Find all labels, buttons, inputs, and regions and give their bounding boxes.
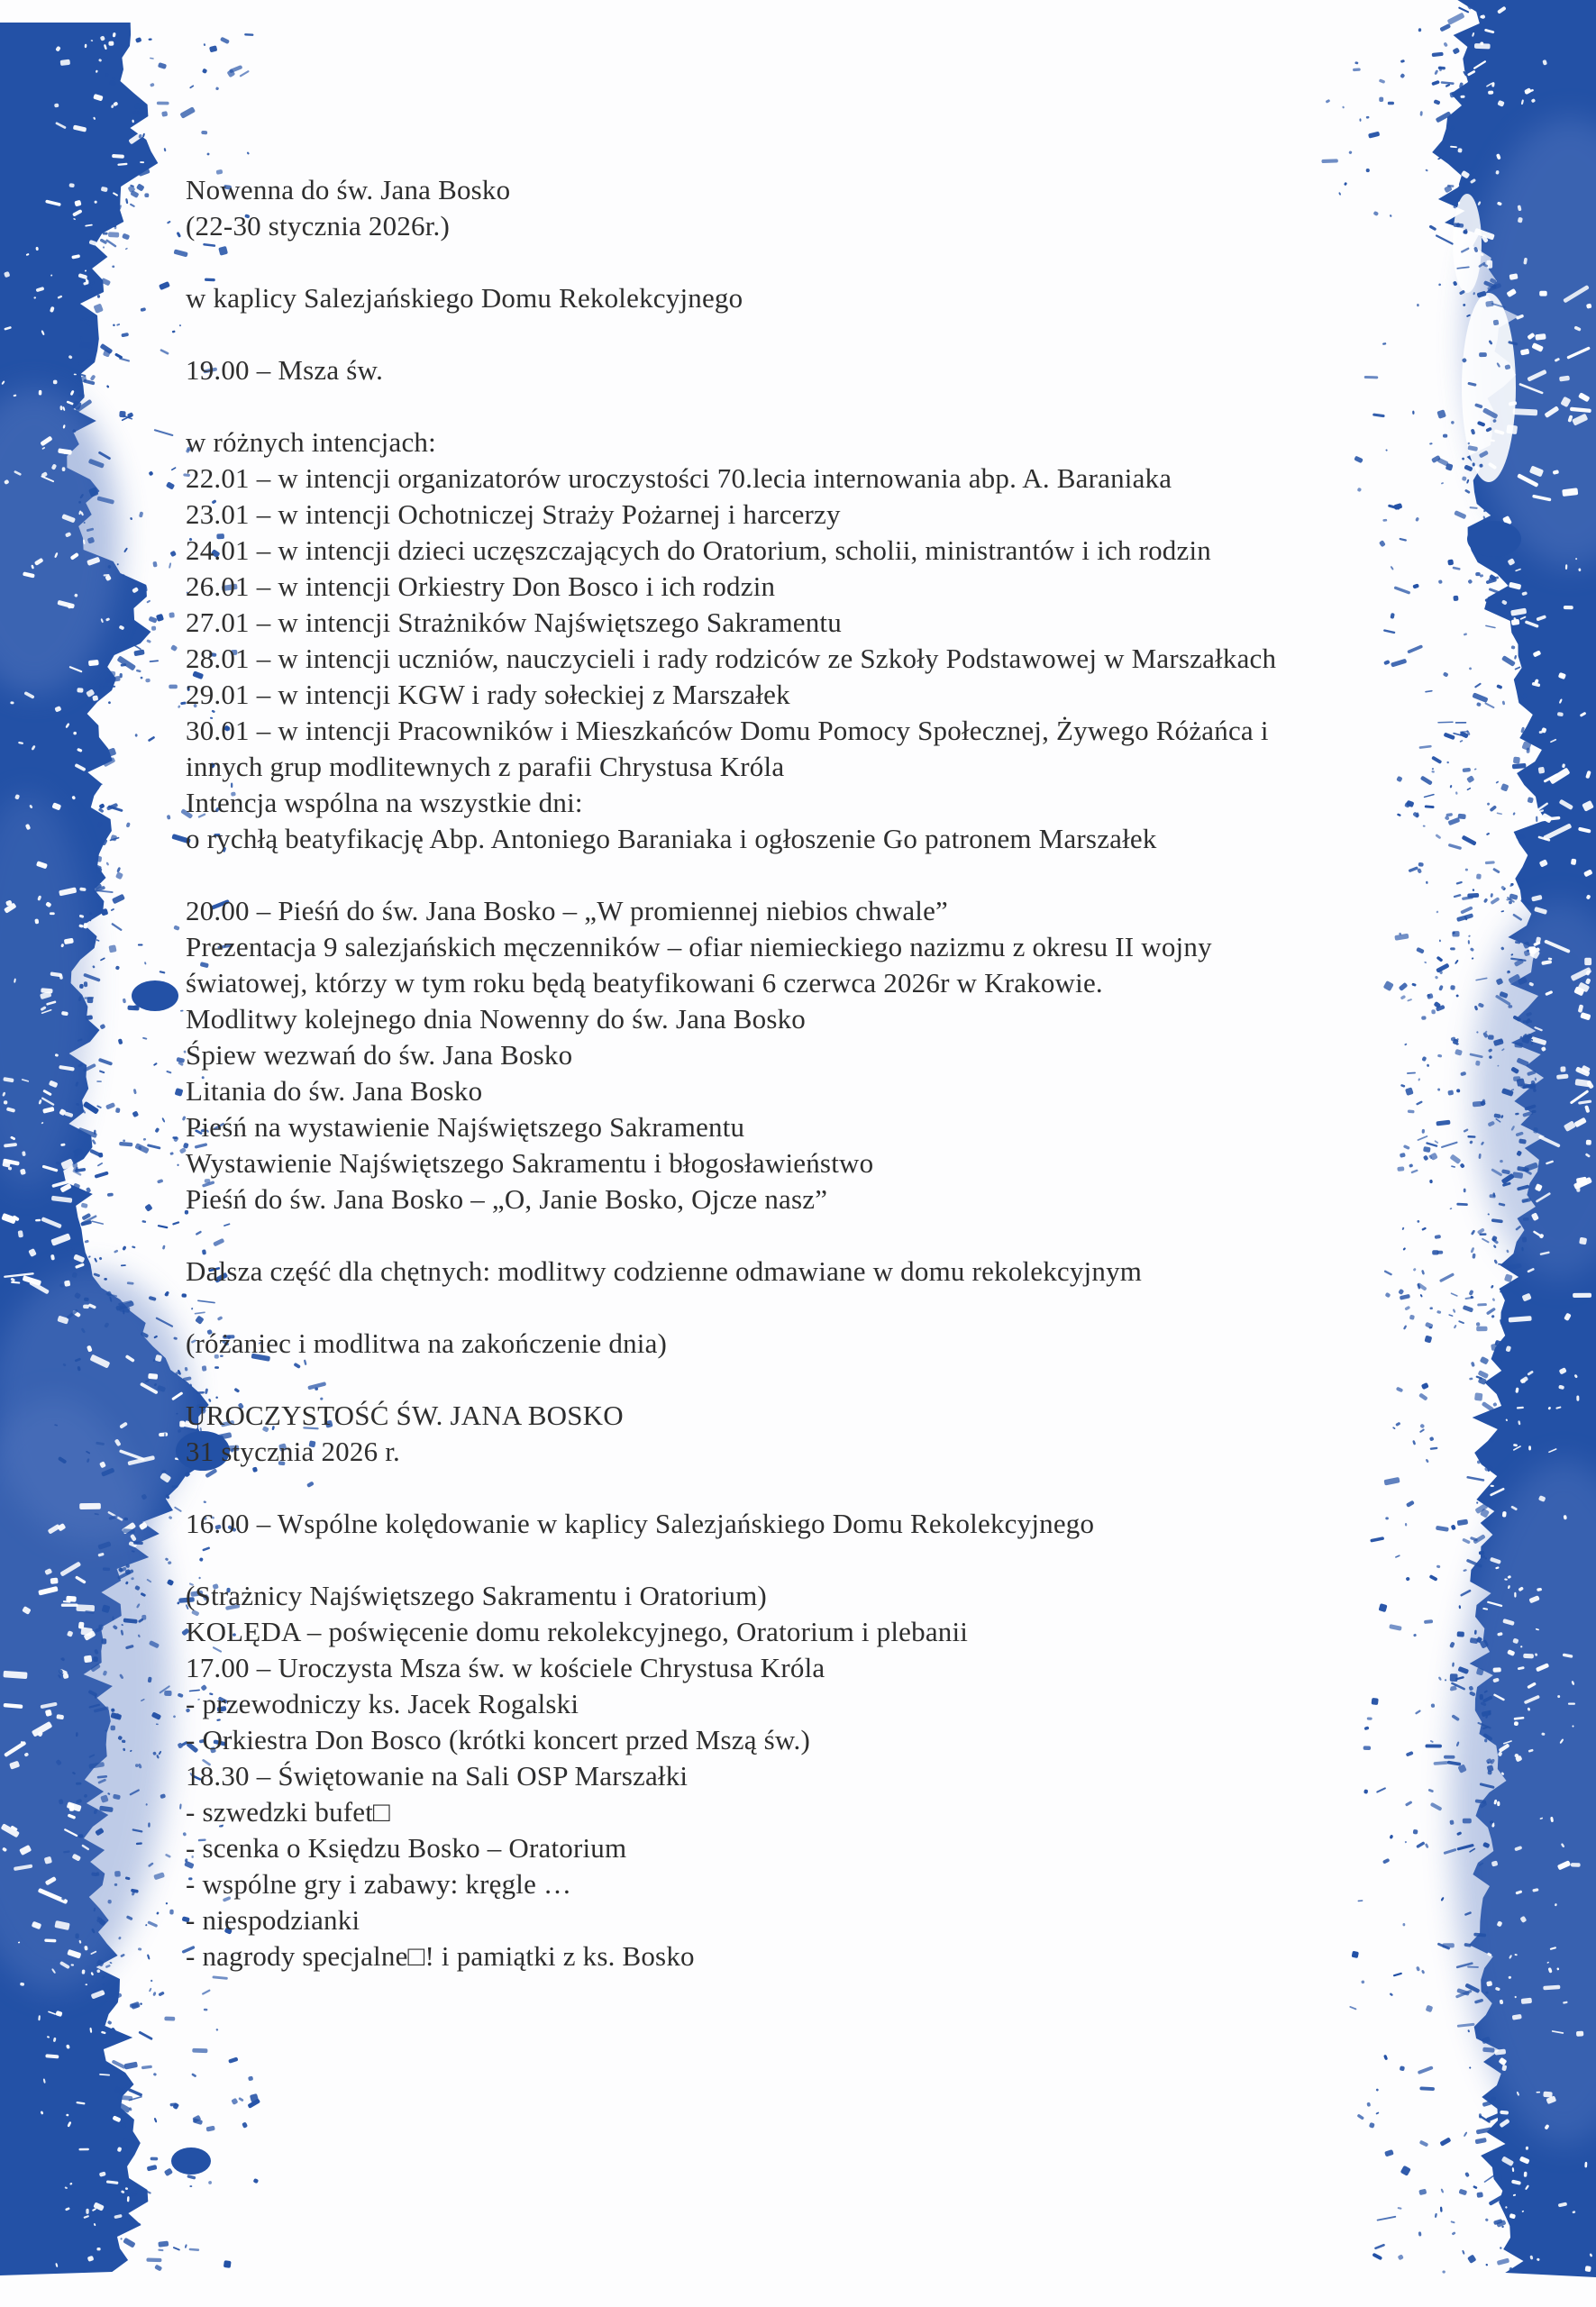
text-line: 22.01 – w intencji organizatorów uroczystości 70.lecia internowania abp. A. Baraniaka xyxy=(186,462,1172,494)
text-line: Śpiew wezwań do św. Jana Bosko xyxy=(186,1039,573,1071)
text-line: Pieśń do św. Jana Bosko – „O, Janie Bosko, Ojcze nasz” xyxy=(186,1183,828,1215)
text-line: 23.01 – w intencji Ochotniczej Straży Pożarnej i harcerzy xyxy=(186,498,841,530)
text-line: Modlitwy kolejnego dnia Nowenny do św. Jana Bosko xyxy=(186,1003,807,1035)
text-line: 26.01 – w intencji Orkiestry Don Bosco i ich rodzin xyxy=(186,570,776,602)
text-line: Nowenna do św. Jana Bosko xyxy=(186,174,511,205)
text-line xyxy=(186,1290,1447,1326)
text-line xyxy=(186,1470,1447,1506)
text-line xyxy=(186,388,1447,424)
text-line: Dalsza część dla chętnych: modlitwy codzienne odmawiane w domu rekolekcyjnym xyxy=(186,1255,1143,1287)
text-line: 30.01 – w intencji Pracowników i Mieszkańców Domu Pomocy Społecznej, Żywego Różańca i xyxy=(186,715,1269,746)
text-line xyxy=(186,1217,1447,1254)
text-line: UROCZYSTOŚĆ ŚW. JANA BOSKO xyxy=(186,1400,624,1431)
text-line: o rychłą beatyfikację Abp. Antoniego Baraniaka i ogłoszenie Go patronem Marszałek xyxy=(186,823,1157,854)
document-text xyxy=(186,172,1447,1974)
text-line: - scenka o Księdzu Bosko – Oratorium xyxy=(186,1832,627,1864)
text-line: - wspólne gry i zabawy: kręgle … xyxy=(186,1868,572,1900)
text-line: 27.01 – w intencji Strażników Najświętszego Sakramentu xyxy=(186,606,842,638)
text-line: - nagrody specjalne□! i pamiątki z ks. Bosko xyxy=(186,1940,695,1972)
text-line: 17.00 – Uroczysta Msza św. w kościele Chrystusa Króla xyxy=(186,1652,825,1683)
text-line: 20.00 – Pieśń do św. Jana Bosko – „W promiennej niebios chwale” xyxy=(186,895,949,926)
text-line: - szwedzki bufet□ xyxy=(186,1796,390,1828)
text-line: Pieśń na wystawienie Najświętszego Sakramentu xyxy=(186,1111,745,1143)
text-line xyxy=(186,857,1447,893)
text-line: w kaplicy Salezjańskiego Domu Rekolekcyjnego xyxy=(186,282,743,314)
text-line: (Strażnicy Najświętszego Sakramentu i Oratorium) xyxy=(186,1580,767,1611)
text-line xyxy=(186,1542,1447,1578)
text-line: - Orkiestra Don Bosco (krótki koncert przed Mszą św.) xyxy=(186,1724,810,1755)
text-line: 16.00 – Wspólne kolędowanie w kaplicy Salezjańskiego Domu Rekolekcyjnego xyxy=(186,1508,1095,1539)
text-line: - niespodzianki xyxy=(186,1904,360,1936)
text-line: 28.01 – w intencji uczniów, nauczycieli i rady rodziców ze Szkoły Podstawowej w Marszałkach xyxy=(186,643,1277,674)
text-line: KOLĘDA – poświęcenie domu rekolekcyjnego, Oratorium i plebanii xyxy=(186,1616,969,1647)
text-line: (różaniec i modlitwa na zakończenie dnia) xyxy=(186,1327,668,1359)
text-line: innych grup modlitewnych z parafii Chrystusa Króla xyxy=(186,751,785,782)
text-line xyxy=(186,1362,1447,1398)
text-line xyxy=(186,244,1447,280)
text-line: w różnych intencjach: xyxy=(186,426,436,458)
text-line: światowej, którzy w tym roku będą beatyfikowani 6 czerwca 2026r w Krakowie. xyxy=(186,967,1103,998)
text-line: Prezentacja 9 salezjańskich męczenników – ofiar niemieckiego nazizmu z okresu II wojny xyxy=(186,931,1212,962)
text-line: 19.00 – Msza św. xyxy=(186,354,384,386)
text-line: (22-30 stycznia 2026r.) xyxy=(186,210,450,242)
text-line: Intencja wspólna na wszystkie dni: xyxy=(186,787,583,818)
text-line xyxy=(186,316,1447,352)
text-line: 31 stycznia 2026 r. xyxy=(186,1436,400,1467)
text-line: 29.01 – w intencji KGW i rady sołeckiej z Marszałek xyxy=(186,679,790,710)
text-line: - przewodniczy ks. Jacek Rogalski xyxy=(186,1688,579,1719)
text-line: 18.30 – Świętowanie na Sali OSP Marszałki xyxy=(186,1760,689,1792)
text-line: Wystawienie Najświętszego Sakramentu i błogosławieństwo xyxy=(186,1147,874,1179)
text-line: 24.01 – w intencji dzieci uczęszczających do Oratorium, scholii, ministrantów i ich rodzin xyxy=(186,534,1211,566)
text-line: Litania do św. Jana Bosko xyxy=(186,1075,483,1107)
